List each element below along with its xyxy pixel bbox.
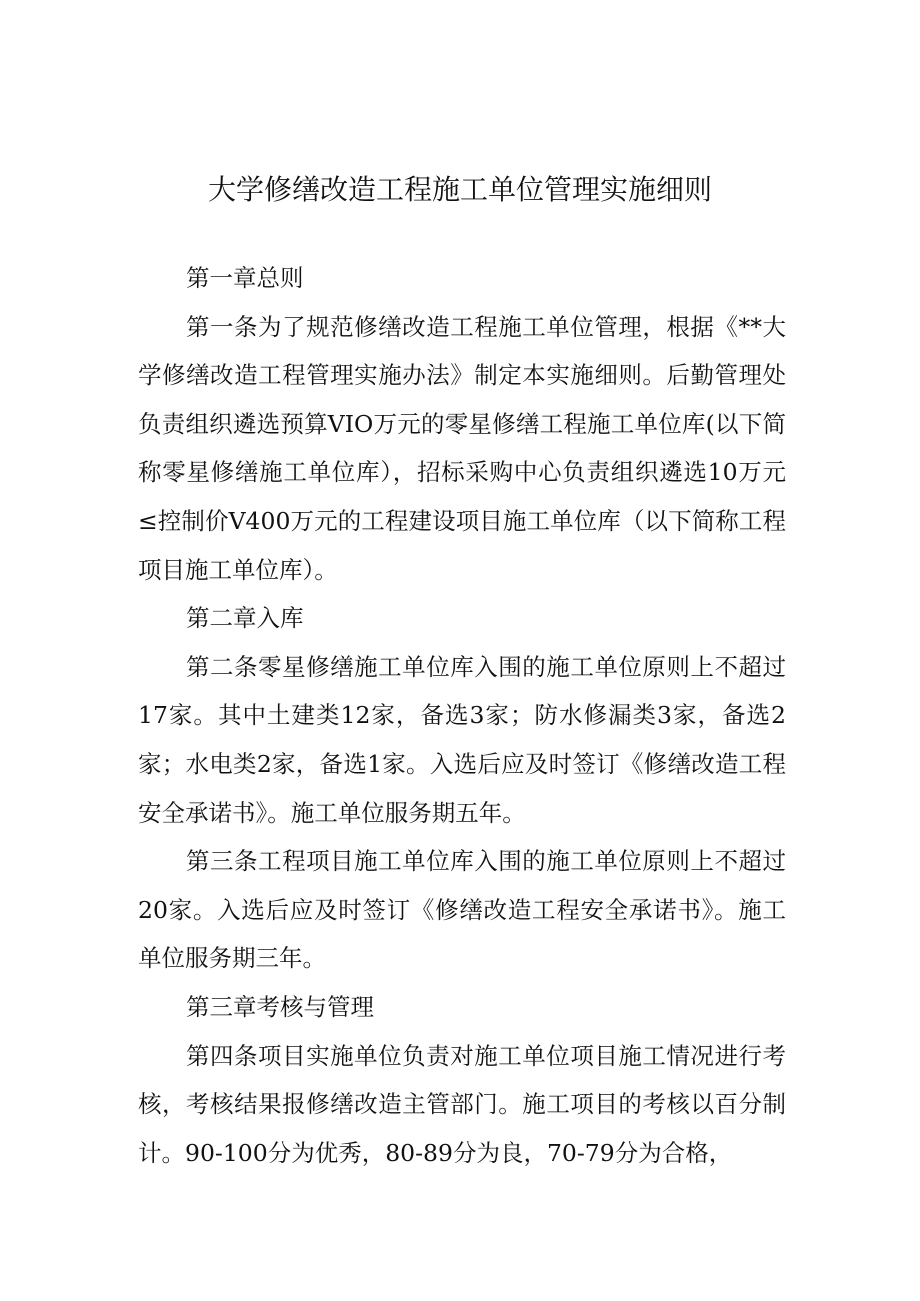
article-2-paragraph: 第二条零星修缮施工单位库入围的施工单位原则上不超过17家。其中土建类12家，备选3家；防水修漏类3家，备选2家；水电类2家，备选1家。入选后应及时签订《修缮改造工程安全承诺书》。施工单位服务期五年。 (138, 652, 786, 827)
article-3-paragraph: 第三条工程项目施工单位库入围的施工单位原则上不超过20家。入选后应及时签订《修缮改造工程安全承诺书》。施工单位服务期三年。 (138, 847, 786, 973)
document-title: 大学修缮改造工程施工单位管理实施细则 (207, 173, 712, 206)
article-1-paragraph: 第一条为了规范修缮改造工程施工单位管理，根据《**大学修缮改造工程管理实施办法》制定本实施细则。后勤管理处负责组织遴选预算VIO万元的零星修缮工程施工单位库(以下简称零星修缮施工单位库），招标采购中心负责组织遴选10万元≤控制价V400万元的工程建设项目施工单位库（以下简称工程项目施工单位库）。 (138, 312, 786, 584)
document-body (138, 254, 786, 1177)
chapter-heading-2: 第二章入库 (186, 604, 304, 633)
chapter-heading-1: 第一章总则 (186, 264, 304, 292)
chapter-heading-3: 第三章考核与管理 (186, 992, 374, 1021)
article-4-paragraph: 第四条项目实施单位负责对施工单位项目施工情况进行考核，考核结果报修缮改造主管部门。施工项目的考核以百分制计。90-100分为优秀，80-89分为良，70-79分为合格， (138, 1041, 786, 1167)
